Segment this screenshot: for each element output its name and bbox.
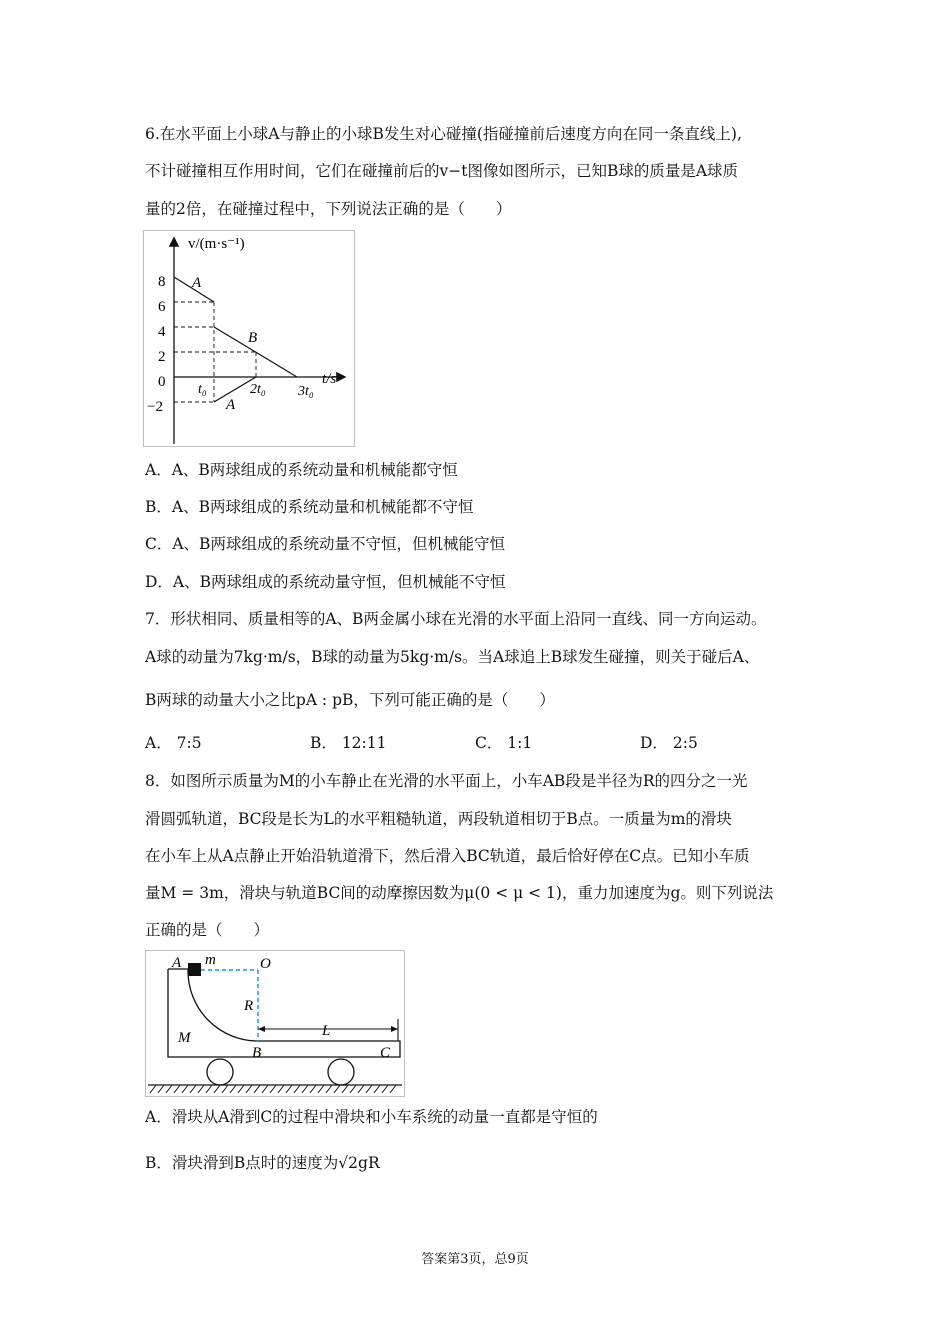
v-axis-label: v/(m·s⁻¹): [188, 236, 245, 252]
label-C: C: [380, 1045, 391, 1061]
y-tick-6: 6: [158, 299, 166, 315]
q7-line-3: B两球的动量大小之比pA : pB，下列可能正确的是（ ）: [145, 691, 555, 709]
q8-line-2: 滑圆弧轨道，BC段是长为L的水平粗糙轨道，两段轨道相切于B点。一质量为m的滑块: [145, 810, 732, 828]
label-m: m: [205, 952, 216, 968]
label-B: B: [248, 330, 258, 346]
x-tick-2t0: 2t₀: [250, 382, 266, 397]
t-axis-label: t/s: [322, 371, 337, 387]
label-A-bottom: A: [226, 397, 236, 413]
label-B: B: [252, 1045, 262, 1061]
q8-option-a: A．滑块从A滑到C的过程中滑块和小车系统的动量一直都是守恒的: [145, 1108, 598, 1126]
label-M: M: [178, 1030, 191, 1046]
q7-option-a: A． 7:5: [145, 734, 202, 752]
y-tick-4: 4: [158, 324, 166, 340]
label-R: R: [244, 998, 254, 1014]
vt-graph: [143, 230, 355, 447]
q6-option-b: B．A、B两球组成的系统动量和机械能都不守恒: [145, 498, 474, 516]
q8-line-5: 正确的是（ ）: [145, 921, 270, 939]
guide-lines: [174, 302, 256, 402]
page-footer: 答案第3页，总9页: [421, 1252, 529, 1267]
q6-option-a: A．A、B两球组成的系统动量和机械能都守恒: [145, 461, 458, 479]
x-tick-t0: t₀: [198, 382, 207, 397]
slider-block: [188, 963, 201, 976]
q7-option-c: C． 1:1: [475, 734, 533, 752]
ground-hatch: [150, 1085, 396, 1093]
q6-line-2: 不计碰撞相互作用时间，它们在碰撞前后的v−t图像如图所示，已知B球的质量是A球质: [145, 162, 739, 180]
cart-figure: [145, 950, 405, 1097]
y-tick-2: 2: [158, 349, 166, 365]
q7-line-2: A球的动量为7kg·m/s，B球的动量为5kg·m/s。当A球追上B球发生碰撞，则关于碰后A、: [145, 648, 760, 666]
wheel-left: [207, 1059, 233, 1085]
label-O: O: [260, 956, 271, 972]
cart-body: [168, 969, 400, 1057]
y-tick-neg2: −2: [147, 399, 163, 415]
q8-line-4: 量M = 3m，滑块与轨道BC间的动摩擦因数为μ(0 < μ < 1)，重力加速度为g。则下列说法: [145, 884, 774, 902]
y-tick-8: 8: [158, 274, 166, 290]
q6-line-1: 6.在水平面上小球A与静止的小球B发生对心碰撞(指碰撞前后速度方向在同一条直线上),: [145, 125, 742, 143]
q7-line-1: 7．形状相同、质量相等的A、B两金属小球在光滑的水平面上沿同一直线、同一方向运动。: [145, 610, 767, 628]
q6-option-d: D．A、B两球组成的系统动量守恒，但机械能不守恒: [145, 573, 506, 591]
wheel-right: [328, 1059, 354, 1085]
q7-options: [145, 731, 845, 755]
label-A: A: [172, 955, 182, 971]
q8-line-1: 8．如图所示质量为M的小车静止在光滑的水平面上，小车AB段是半径为R的四分之一光: [145, 772, 748, 790]
q7-option-d: D． 2:5: [640, 734, 698, 752]
q8-line-3: 在小车上从A点静止开始沿轨道滑下，然后滑入BC轨道，最后恰好停在C点。已知小车质: [145, 847, 750, 865]
label-L: L: [322, 1023, 331, 1039]
q6-line-3: 量的2倍，在碰撞过程中，下列说法正确的是（ ）: [145, 200, 512, 218]
q6-option-c: C．A、B两球组成的系统动量不守恒，但机械能守恒: [145, 535, 505, 553]
q8-option-b: B．滑块滑到B点时的速度为√2gR: [145, 1154, 380, 1172]
q7-option-b: B． 12:11: [310, 734, 387, 752]
x-tick-3t0: 3t₀: [298, 384, 314, 399]
y-tick-0: 0: [158, 374, 166, 390]
label-A-top: A: [192, 275, 202, 291]
